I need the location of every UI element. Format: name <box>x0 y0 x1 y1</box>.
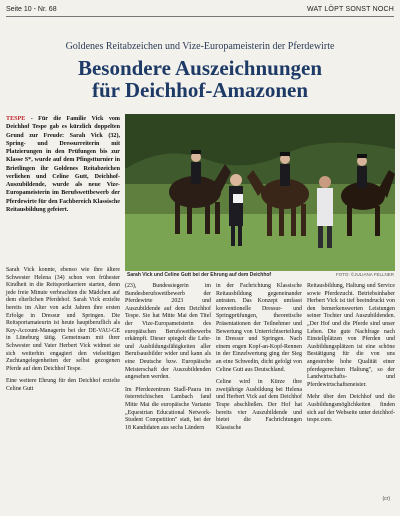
article-column-4 <box>307 283 395 430</box>
paragraph: in der Fachrichtung Klassische Reitausbildung gegeneinander antraten. Das Konzept umfasst konventionelle Dressur- und Springprüfungen, theoretische Präsentationen der Teilnehmer und Bewertung von Unterrichtserteilung in Dressur und Springen. Nach einem engen Kopf-an-Kopf-Rennen in der Einzelwertung ging der Sieg an eine Schwedin, dicht gefolgt von Celine Gutt aus Deutschland. <box>216 283 302 373</box>
page-number: Seite 10 - Nr. 68 <box>6 6 57 13</box>
article-column-3 <box>216 283 302 437</box>
lead-text: - Für die Familie Vick vom Deichhof Tespe gab es kürzlich doppelten Grund zur Freude: Sarah Vick (32), Spring- und Dressurreiterin mit Platzierungen in den Prüfungen bis zur Klasse S*, wurde auf dem Pfingstturnier in Brietlingen ihr Goldenes Reitabzeichen verliehen und Celine Gutt, Deichhof-Auszubildende, wurde als neue Vize-Europameisterin im Berufswettbewerb der Pferdewirte für den Fachbereich Klassische Reitausbildung gefeiert. <box>6 116 120 213</box>
author-signature: (cr) <box>382 496 390 502</box>
headline <box>0 57 400 101</box>
paragraph: Eine weitere Ehrung für den Deichhof erzielte Celine Gutt <box>6 378 120 392</box>
paragraph: Mehr über den Deichhof und die Ausbildungsmöglichkeiten finden sich auf der Webseite unter deichhof-tespe.com. <box>307 394 395 424</box>
paragraph: Reitausbildung, Haltung und Service sowie Pferdezucht. Betriebsinhaber Herbert Vick ist tief beeindruckt von den bemerkenswerten Leistungen seiner Tochter und Auszubildenden. „Der Hof und die Pferde sind unser Leben. Die gute Nachfrage nach Einstellplätzen von Pferden und Ausbildungsplätzen ist eine schöne Bestätigung für die von uns angestrebte hohe Qualität einer pferdegerechten Haltung", so der Landwirtschafts- und Pferdewirtschaftsmeister. <box>307 283 395 388</box>
paragraph: Sarah Vick konnte, ebenso wie ihre ältere Schwester Helena (34) schon von frühester Kindheit in die Reitsportkarriere starten, denn jede freie Minute verbrachten die Mädchen auf dem elterlichen Pferdehof. Sarah Vick erzielte bereits im Alter von acht Jahren ihre ersten Erfolge in Dressur und Springen. Die Reitsportamateurin ist heute hauptberuflich als Key-Account-Managerin bei der DE-VAU-GE in Lüneburg tätig. Gemeinsam mit ihrer Schwester und Vater Herbert Vick widmet sie sich weiterhin engagiert den vielseitigen Zuchtangelegenheiten der selbst gezogenen Pferde auf dem Deichhof Tespe. <box>6 267 120 372</box>
photo-caption: Sarah Vick und Celine Gutt bei der Ehrung auf dem Deichhof <box>127 272 272 278</box>
article-photo <box>125 114 395 271</box>
headline-line-2: für Deichhof-Amazonen <box>91 78 308 102</box>
article-column-2 <box>125 283 211 437</box>
photo-credit: FOTO: ©JULIANA FELLNER <box>336 272 394 277</box>
lead-paragraph <box>6 115 120 214</box>
section-title: WAT LÖPT SONST NOCH <box>306 6 394 13</box>
photo-illustration <box>125 114 395 271</box>
kicker-line: Goldenes Reitabzeichen und Vize-Europameisterin der Pferdewirte <box>65 41 335 52</box>
paragraph: (23), Bundessiegerin im Bundesberufswettbewerb der Pferdewirte 2023 und Auszubildende auf dem Deichhof Tespe. Sie hat Mitte Mai den Titel der Vize-Europameisterin des europäischen Berufswettbewerbs erkämpft. Dieser spiegelt die Lehr- und Ausbildungsfähigkeiten aller Berufsausbilder wider und kann als eine Deutsche bzw. Europäische Meisterschaft der Auszubildenden angesehen werden. <box>125 283 211 381</box>
page-header <box>0 3 400 17</box>
header-rule <box>6 16 394 17</box>
paragraph: Im Pferdezentrum Stadl-Paura im österreichischen Lambach fand Mitte Mai die europäische Variante „Equestrian Educational Network-Student Competition" statt, bei der 18 Kandidaten aus sechs Ländern <box>125 386 211 431</box>
article-column-1 <box>6 267 120 399</box>
headline-line-1: Besondere Auszeichnungen <box>77 56 323 80</box>
paragraph: Celine wird in Kürze ihre zweijährige Ausbildung bei Helena und Herbert Vick auf dem Deichhof Tespe abschließen. Der Hof hat bereits vier Auszubildende und bietet die Fachrichtungen Klassische <box>216 379 302 431</box>
dateline-place: TESPE <box>6 116 26 122</box>
